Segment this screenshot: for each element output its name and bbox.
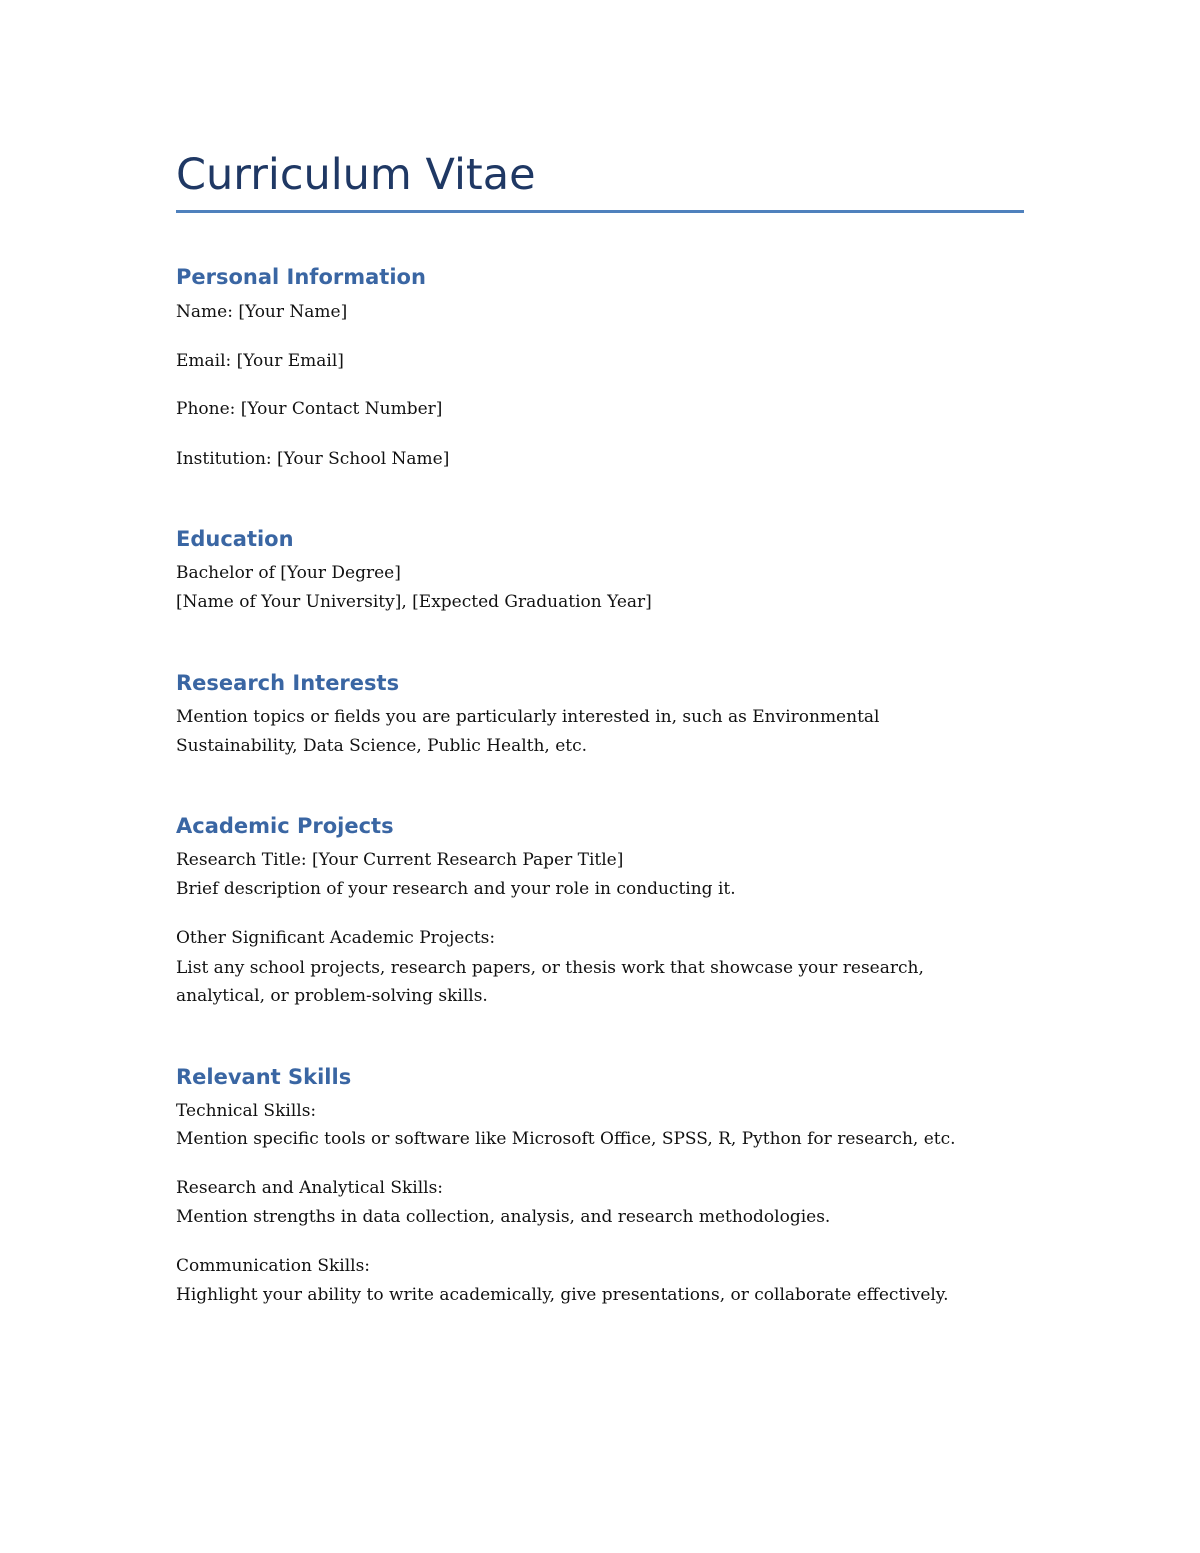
title-underline [176, 210, 1024, 213]
skills-technical-description: Mention specific tools or software like Microsoft Office, SPSS, R, Python for research, etc. [176, 1129, 956, 1149]
skills-communication-description: Highlight your ability to write academically, give presentations, or collaborate effectively. [176, 1285, 949, 1305]
skills-communication-label: Communication Skills: [176, 1256, 371, 1276]
personal-phone: Phone: [Your Contact Number] [176, 399, 443, 419]
heading-relevant-skills: Relevant Skills [176, 1065, 352, 1089]
education-university: [Name of Your University], [Expected Graduation Year] [176, 592, 652, 612]
skills-research-description: Mention strengths in data collection, analysis, and research methodologies. [176, 1207, 831, 1227]
project-other-line-1: List any school projects, research papers, or thesis work that showcase your research, [176, 958, 924, 978]
personal-name: Name: [Your Name] [176, 302, 348, 322]
heading-research-interests: Research Interests [176, 671, 400, 695]
research-interests-line-1: Mention topics or fields you are particularly interested in, such as Environmental [176, 707, 880, 727]
project-research-title: Research Title: [Your Current Research Paper Title] [176, 850, 624, 870]
heading-education: Education [176, 527, 294, 551]
heading-academic-projects: Academic Projects [176, 814, 394, 838]
research-interests-line-2: Sustainability, Data Science, Public Health, etc. [176, 736, 588, 756]
personal-institution: Institution: [Your School Name] [176, 449, 450, 469]
project-other-label: Other Significant Academic Projects: [176, 928, 496, 948]
heading-personal-information: Personal Information [176, 265, 426, 289]
personal-email: Email: [Your Email] [176, 351, 344, 371]
skills-research-label: Research and Analytical Skills: [176, 1178, 444, 1198]
education-degree: Bachelor of [Your Degree] [176, 563, 401, 583]
project-research-description: Brief description of your research and your role in conducting it. [176, 879, 736, 899]
skills-technical-label: Technical Skills: [176, 1101, 317, 1121]
project-other-line-2: analytical, or problem-solving skills. [176, 986, 488, 1006]
document-title: Curriculum Vitae [176, 150, 536, 200]
